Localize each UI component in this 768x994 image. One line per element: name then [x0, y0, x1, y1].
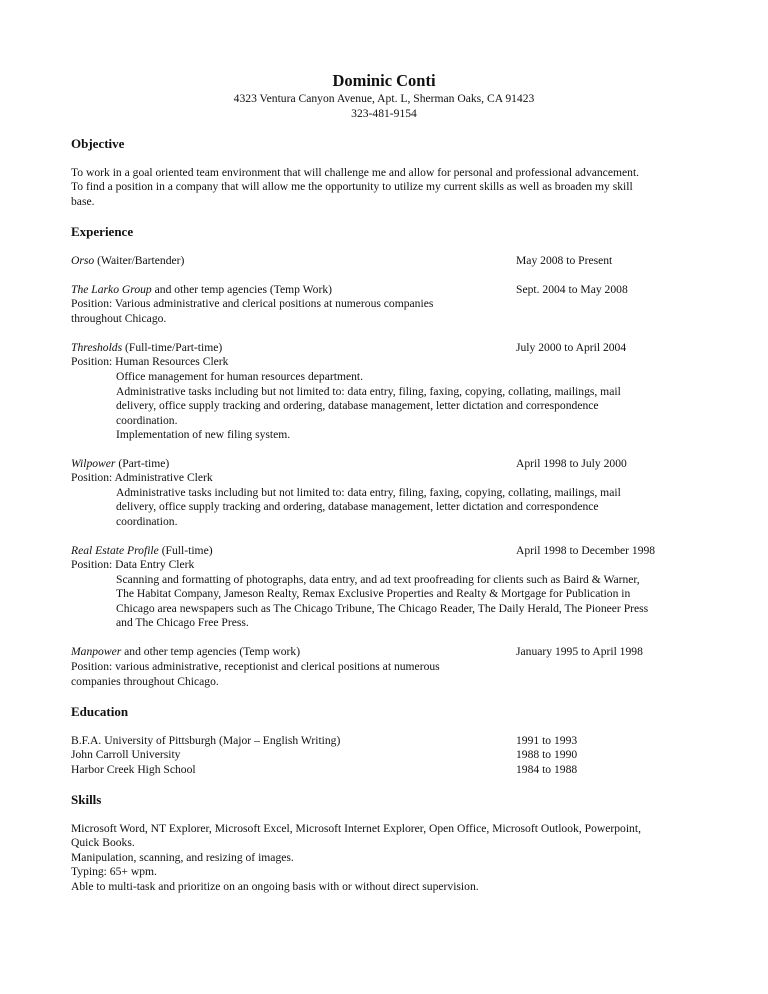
employer-name: Orso — [71, 254, 95, 267]
employer-detail: (Full-time/Part-time) — [122, 341, 223, 354]
skills-heading: Skills — [71, 792, 102, 807]
job-title-line — [71, 457, 169, 472]
job-title-line — [71, 645, 300, 660]
experience-heading: Experience — [71, 224, 134, 239]
skills-line: Microsoft Word, NT Explorer, Microsoft Excel, Microsoft Internet Explorer, Open Office, Microsoft Outlook, Powerpoint, — [71, 822, 641, 835]
job-dates: April 1998 to July 2000 — [516, 457, 627, 470]
job-dates: July 2000 to April 2004 — [516, 341, 627, 354]
employer-detail: and other temp agencies (Temp work) — [121, 645, 301, 658]
phone: 323-481-9154 — [351, 107, 417, 120]
employer-name: Real Estate Profile — [71, 544, 159, 557]
job-position: Position: Data Entry Clerk — [71, 558, 195, 571]
employer-name: The Larko Group — [71, 283, 152, 296]
job-position: Position: Administrative Clerk — [71, 471, 213, 484]
resume-name: Dominic Conti — [332, 71, 436, 90]
employer-detail: (Waiter/Bartender) — [94, 254, 185, 267]
job-detail-line: and The Chicago Free Press. — [116, 616, 249, 629]
job-detail-line: Administrative tasks including but not limited to: data entry, filing, faxing, copying, collating, mailings, mail — [116, 385, 621, 398]
job-dates: Sept. 2004 to May 2008 — [516, 283, 628, 296]
education-school: B.F.A. University of Pittsburgh (Major – English Writing) — [71, 734, 341, 747]
job-detail-line: Implementation of new filing system. — [116, 428, 291, 441]
education-school: John Carroll University — [71, 748, 181, 761]
job-detail-line: Administrative tasks including but not limited to: data entry, filing, faxing, copying, collating, mailings, mail — [116, 486, 621, 499]
job-title-line — [71, 254, 184, 269]
job-position: Position: Human Resources Clerk — [71, 355, 229, 368]
job-dates: April 1998 to December 1998 — [516, 544, 656, 557]
objective-line: base. — [71, 195, 95, 208]
job-title-line — [71, 341, 222, 356]
skills-line: Quick Books. — [71, 836, 135, 849]
skills-line: Typing: 65+ wpm. — [71, 865, 157, 878]
education-school: Harbor Creek High School — [71, 763, 196, 776]
employer-detail: and other temp agencies (Temp Work) — [151, 283, 332, 296]
objective-line: To work in a goal oriented team environment that will challenge me and allow for personal and professional advancement. — [71, 166, 640, 179]
job-title-line — [71, 283, 332, 298]
job-detail-line: coordination. — [116, 414, 178, 427]
education-years: 1984 to 1988 — [516, 763, 578, 776]
objective-heading: Objective — [71, 136, 125, 151]
employer-name: Manpower — [71, 645, 122, 658]
employer-name: Wilpower — [71, 457, 116, 470]
education-heading: Education — [71, 704, 129, 719]
job-detail-line: delivery, office supply tracking and ordering, database management, letter dictation and correspondence — [116, 399, 599, 412]
job-title-line — [71, 544, 213, 559]
job-detail-line: Office management for human resources department. — [116, 370, 364, 383]
job-position-continued: throughout Chicago. — [71, 312, 167, 325]
job-position: Position: various administrative, receptionist and clerical positions at numerous — [71, 660, 440, 673]
job-detail-line: delivery, office supply tracking and ordering, database management, letter dictation and correspondence — [116, 500, 599, 513]
employer-name: Thresholds — [71, 341, 123, 354]
job-detail-line: coordination. — [116, 515, 178, 528]
job-dates: January 1995 to April 1998 — [516, 645, 643, 658]
job-position-continued: companies throughout Chicago. — [71, 675, 219, 688]
objective-line: To find a position in a company that will allow me the opportunity to utilize my current skills as well as broaden my skill — [71, 180, 633, 193]
employer-detail: (Full-time) — [158, 544, 213, 557]
job-detail-line: The Habitat Company, Jameson Realty, Remax Exclusive Properties and Realty & Mortgage for Publication in — [116, 587, 631, 600]
education-years: 1988 to 1990 — [516, 748, 578, 761]
job-dates: May 2008 to Present — [516, 254, 613, 267]
skills-line: Able to multi-task and prioritize on an ongoing basis with or without direct supervision. — [71, 880, 479, 893]
employer-detail: (Part-time) — [115, 457, 170, 470]
job-detail-line: Chicago area newspapers such as The Chicago Tribune, The Chicago Reader, The Daily Herald, The Pioneer Press — [116, 602, 649, 615]
job-position: Position: Various administrative and clerical positions at numerous companies — [71, 297, 434, 310]
skills-line: Manipulation, scanning, and resizing of images. — [71, 851, 294, 864]
job-detail-line: Scanning and formatting of photographs, data entry, and ad text proofreading for clients such as Baird & Warner, — [116, 573, 640, 586]
education-years: 1991 to 1993 — [516, 734, 578, 747]
address: 4323 Ventura Canyon Avenue, Apt. L, Sherman Oaks, CA 91423 — [233, 92, 535, 105]
